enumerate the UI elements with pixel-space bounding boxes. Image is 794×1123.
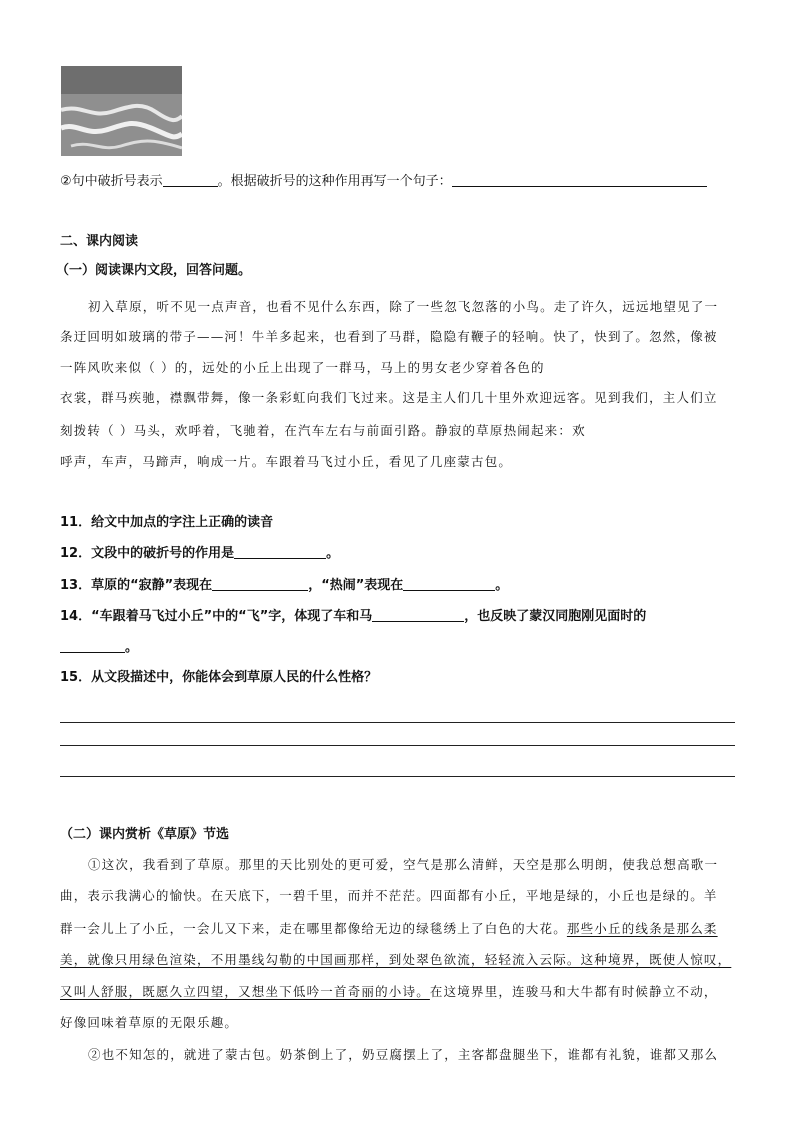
question-14 — [60, 607, 646, 626]
river-illustration — [61, 66, 182, 156]
answer-blank[interactable] — [234, 544, 326, 559]
question-12-end: 。 — [326, 546, 340, 561]
answer-blank[interactable] — [452, 172, 707, 187]
passage1-line-3: 一阵风吹来似（ ）的，远处的小丘上出现了一群马，马上的男女老少穿着各色的 — [60, 360, 545, 375]
question-13-text-a: 13．草原的“寂静”表现在 — [60, 578, 213, 593]
passage1-line-4: 衣裳，群马疾驰，襟飘带舞，像一条彩虹向我们飞过来。这是主人们几十里外欢迎远客。见到我们，主人们立 — [60, 390, 718, 405]
passage2-line-2: 曲，表示我满心的愉快。在天底下，一碧千里，而并不茫茫。四面都有小丘，平地是绿的，小丘也是绿的。羊 — [60, 888, 718, 903]
question-13 — [60, 576, 508, 595]
question-12 — [60, 544, 339, 563]
passage1-line-6: 呼声，车声，马蹄声，响成一片。车跟着马飞过小丘，看见了几座蒙古包。 — [60, 454, 513, 469]
passage2-line-5 — [60, 982, 718, 1000]
question-12-text: 12．文段中的破折号的作用是 — [60, 546, 235, 561]
answer-line[interactable] — [60, 745, 735, 746]
answer-line[interactable] — [60, 776, 735, 777]
answer-blank[interactable] — [372, 607, 464, 622]
top-question-prefix: ②句中破折号表示 — [60, 174, 163, 189]
passage2-underlined-text: 又叫人舒服，既愿久立四望，又想坐下低吟一首奇丽的小诗。 — [60, 984, 430, 999]
passage1-line-1: 初入草原，听不见一点声音，也看不见什么东西，除了一些忽飞忽落的小鸟。走了许久，远远地望见了一 — [88, 299, 719, 314]
subsection-title-1: （一）阅读课内文段，回答问题。 — [56, 263, 252, 278]
grassland-river-photo — [61, 66, 182, 156]
answer-blank[interactable] — [60, 638, 125, 653]
question-14-text-b: ，也反映了蒙汉同胞刚见面时的 — [464, 609, 647, 624]
passage2-line-7: ②也不知怎的，就进了蒙古包。奶茶倒上了，奶豆腐摆上了，主客都盘腿坐下，谁都有礼貌，谁都又那么 — [88, 1047, 719, 1062]
question-11: 11．给文中加点的字注上正确的读音 — [60, 515, 274, 530]
passage2-line-3-plain: 群一会儿上了小丘，一会儿又下来，走在哪里都像给无边的绿毯绣上了白色的大花。 — [60, 921, 567, 936]
question-14-end: 。 — [125, 640, 139, 655]
subsection-title-2: （二）课内赏析《草原》节选 — [60, 827, 230, 842]
answer-blank[interactable] — [403, 576, 495, 591]
question-14-text-a: 14．“车跟着马飞过小丘”中的“飞”字，体现了车和马 — [60, 609, 373, 624]
passage2-line-6: 好像回味着草原的无限乐趣。 — [60, 1015, 239, 1030]
answer-blank[interactable] — [163, 172, 218, 187]
question-13-text-b: ，“热闹”表现在 — [308, 578, 404, 593]
section-title: 二、课内阅读 — [60, 234, 139, 249]
passage1-line-2: 条迂回明如玻璃的带子——河！牛羊多起来，也看到了马群，隐隐有鞭子的轻响。快了，快到了。忽然，像被 — [60, 329, 718, 344]
passage2-line-1: ①这次，我看到了草原。那里的天比别处的更可爱，空气是那么清鲜，天空是那么明朗，使我总想高歌一 — [88, 857, 719, 872]
passage2-line-3 — [60, 919, 718, 937]
answer-line[interactable] — [60, 722, 735, 723]
question-15: 15．从文段描述中，你能体会到草原人民的什么性格？ — [60, 670, 378, 685]
passage2-underlined-text: 那些小丘的线条是那么柔 — [566, 921, 718, 936]
top-question-middle: 。根据破折号的这种作用再写一个句子： — [217, 174, 452, 189]
passage1-line-5: 刻拨转（ ）马头，欢呼着，飞驰着，在汽车左右与前面引路。静寂的草原热闹起来：欢 — [60, 423, 586, 438]
passage2-line-5-plain: 在这境界里，连骏马和大牛都有时候静立不动， — [429, 984, 718, 999]
question-14-line-2 — [60, 638, 138, 657]
answer-blank[interactable] — [212, 576, 308, 591]
question-13-end: 。 — [495, 578, 509, 593]
passage2-line-4: 美，就像只用绿色渲染，不用墨线勾勒的中国画那样，到处翠色欲流，轻轻流入云际。这种境界，既使人惊叹， — [60, 952, 732, 967]
top-question — [60, 172, 707, 191]
